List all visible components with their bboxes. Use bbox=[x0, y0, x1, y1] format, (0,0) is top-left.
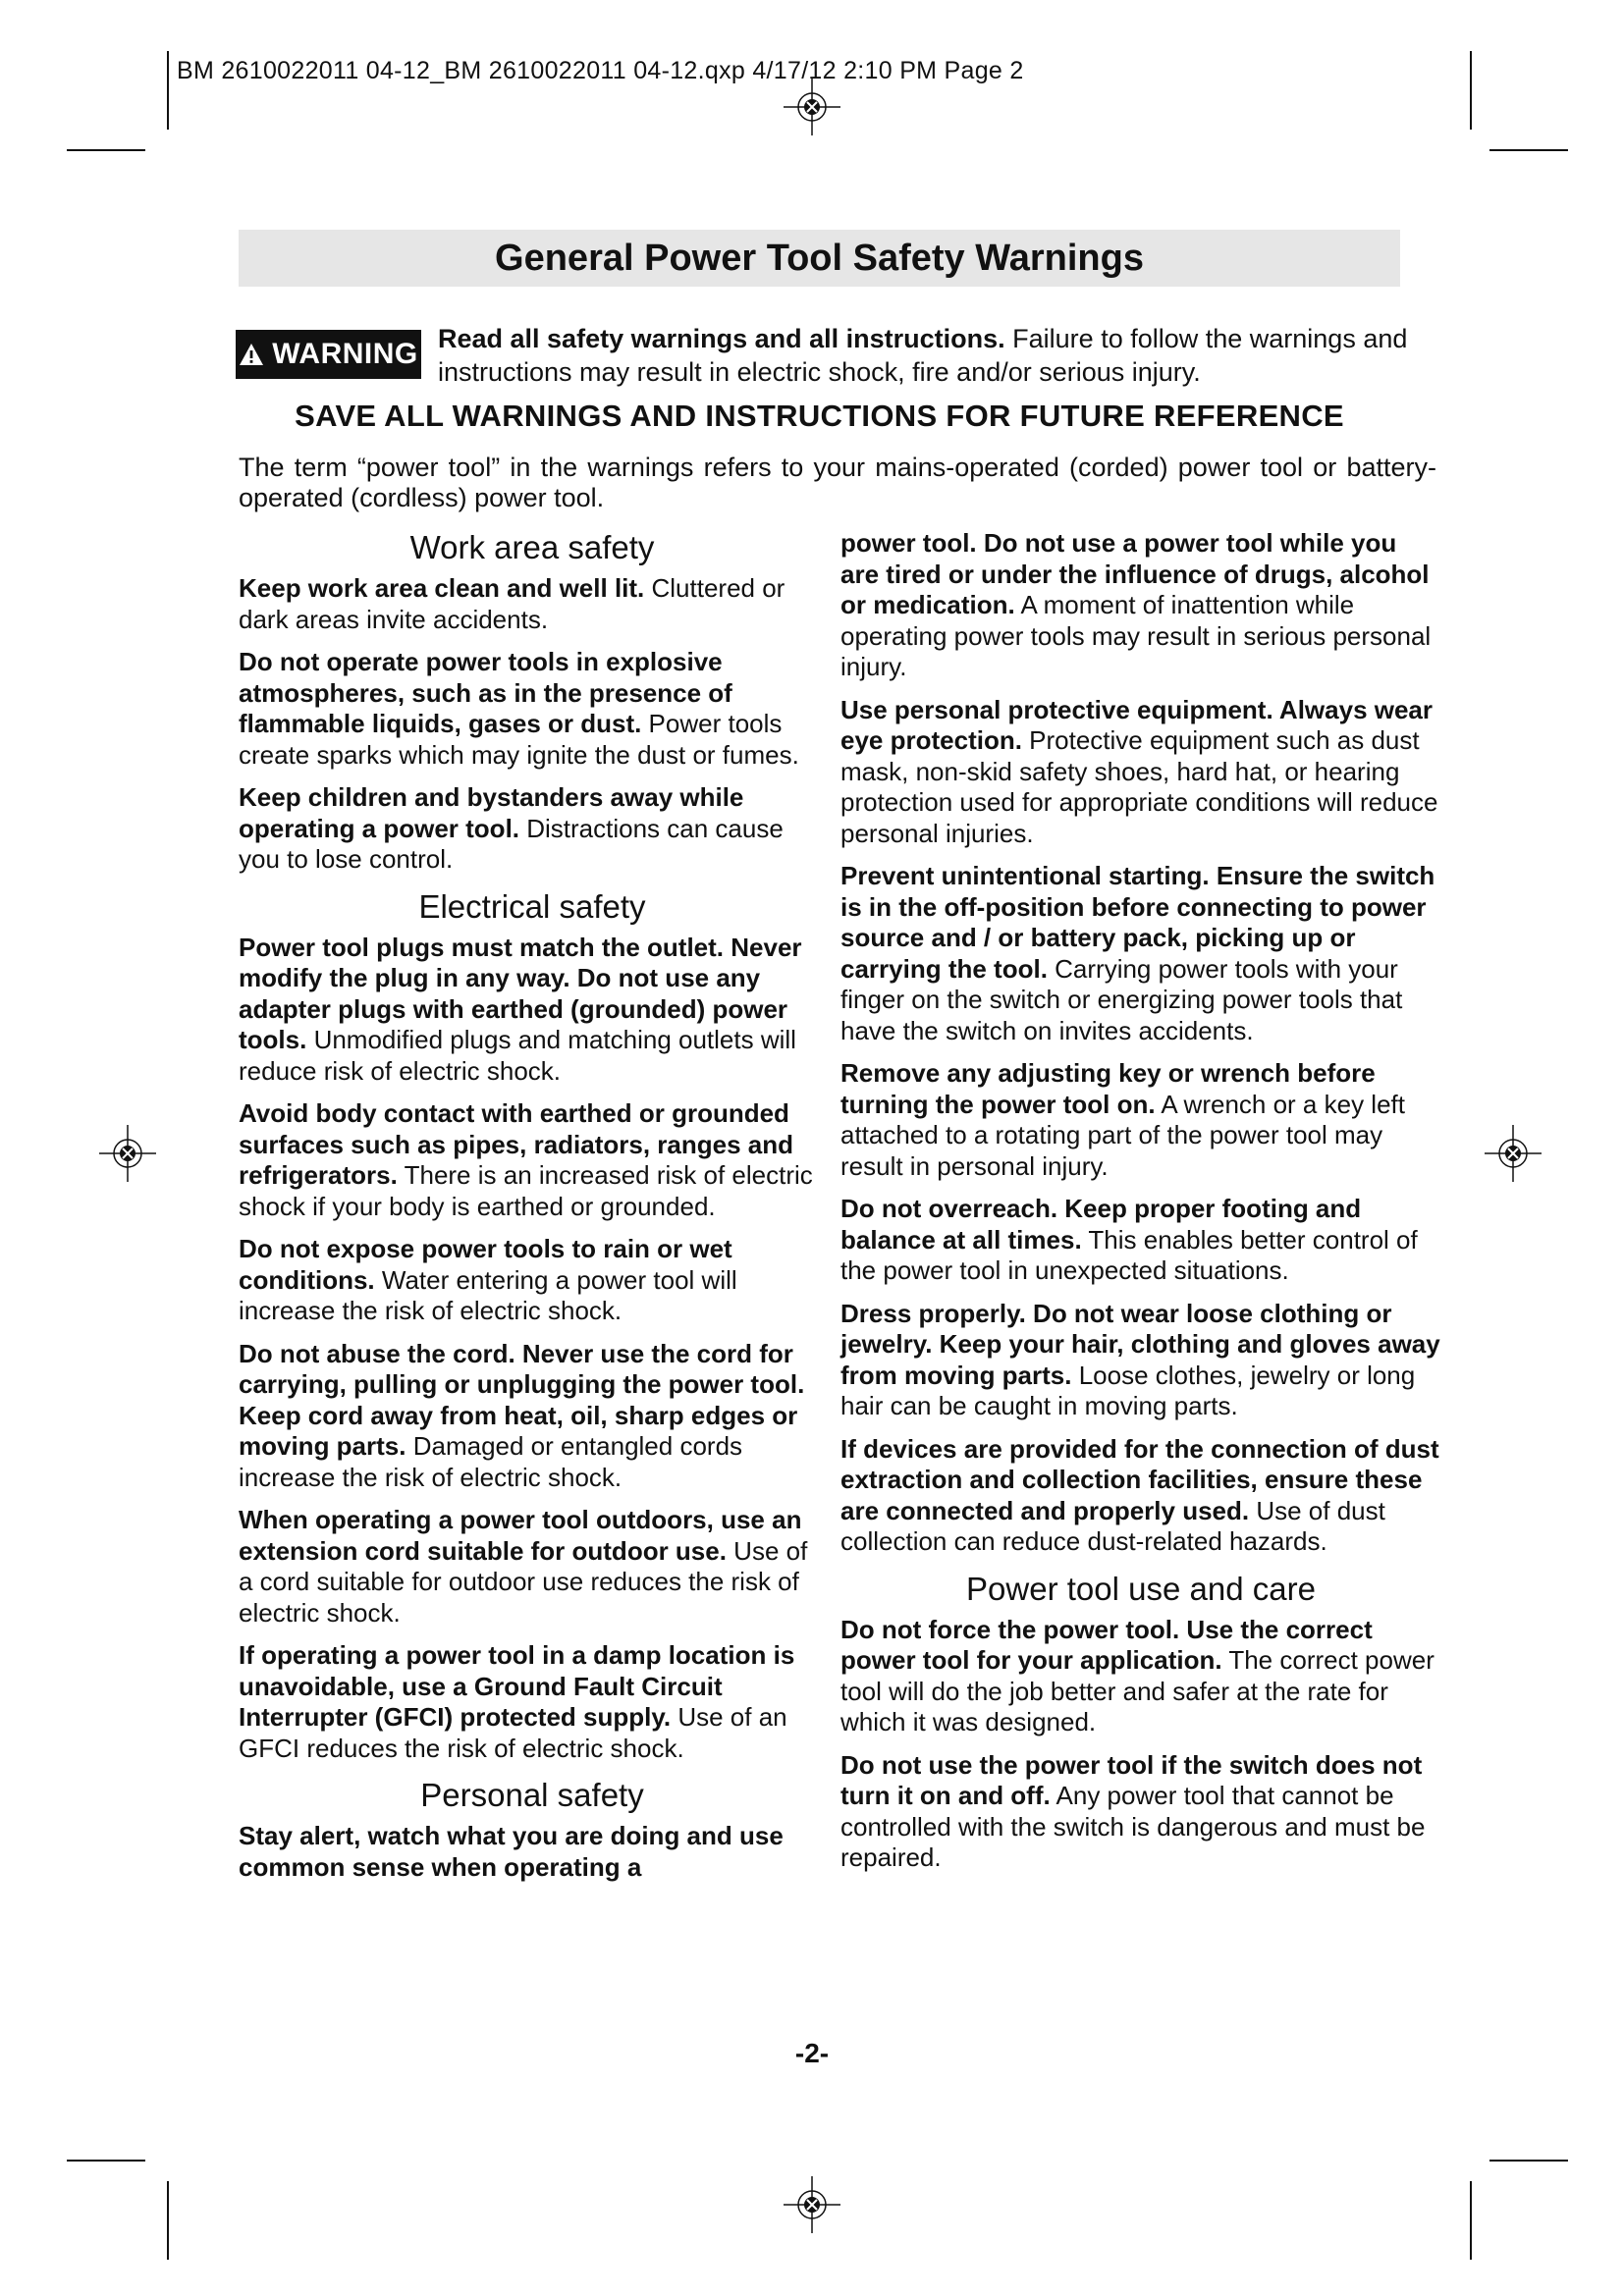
safety-item bbox=[239, 573, 826, 635]
registration-target-icon bbox=[784, 79, 840, 135]
safety-item bbox=[840, 1434, 1441, 1558]
safety-item-bold: Remove any adjusting key or wrench before turning the power tool on. bbox=[840, 1058, 1376, 1119]
safety-item-text: Distractions can cause you to lose control. bbox=[239, 813, 784, 874]
registration-target-icon bbox=[99, 1125, 156, 1182]
safety-item-text: Protective equipment such as dust mask, non-skid safety shoes, hard hat, or hearing protection used for appropriate conditions will reduce personal injuries. bbox=[840, 725, 1438, 848]
safety-item bbox=[840, 1615, 1441, 1738]
safety-item bbox=[840, 861, 1441, 1046]
crop-mark-top-left-vertical bbox=[167, 51, 169, 130]
left-column bbox=[239, 528, 826, 1895]
section-heading-use-and-care: Power tool use and care bbox=[966, 1570, 1316, 1607]
safety-item-bold: Stay alert, watch what you are doing and use common sense when operating a bbox=[239, 1821, 784, 1882]
safety-item-text: Loose clothes, jewelry or long hair can be caught in moving parts. bbox=[840, 1360, 1416, 1420]
safety-item bbox=[239, 1821, 826, 1883]
safety-item-text: A wrench or a key left attached to a rotating part of the power tool may result in personal injury. bbox=[840, 1089, 1405, 1181]
safety-item bbox=[239, 1339, 826, 1494]
right-column bbox=[840, 528, 1441, 1886]
safety-item-bold: Power tool plugs must match the outlet. Never modify the plug in any way. Do not use any adapter plugs with earthed (grounded) power tools. bbox=[239, 932, 802, 1054]
crop-mark-bottom-right-horizontal bbox=[1489, 2160, 1568, 2162]
safety-item bbox=[239, 933, 826, 1088]
safety-item-text: The correct power tool will do the job better and safer at the rate for which it was designed. bbox=[840, 1645, 1435, 1736]
safety-item-text: Power tools create sparks which may ignite the dust or fumes. bbox=[239, 709, 799, 770]
safety-item-text: Any power tool that cannot be controlled with the switch is dangerous and must be repaired. bbox=[840, 1781, 1426, 1872]
section-heading-work-area: Work area safety bbox=[409, 529, 655, 565]
safety-item-bold: Do not force the power tool. Use the correct power tool for your application. bbox=[840, 1614, 1373, 1675]
page-number: -2- bbox=[794, 2038, 830, 2068]
safety-item bbox=[239, 1098, 826, 1222]
safety-item bbox=[840, 1299, 1441, 1422]
page-title: General Power Tool Safety Warnings bbox=[495, 237, 1144, 279]
safety-item-text: Cluttered or dark areas invite accidents. bbox=[239, 573, 785, 634]
safety-item bbox=[840, 1750, 1441, 1874]
safety-item-bold: Do not expose power tools to rain or wet conditions. bbox=[239, 1234, 732, 1295]
warning-triangle-icon bbox=[239, 343, 264, 366]
warning-badge-label: WARNING bbox=[272, 338, 418, 370]
warning-statement bbox=[438, 322, 1410, 389]
safety-item-text: Use of a cord suitable for outdoor use reduces the risk of electric shock. bbox=[239, 1535, 808, 1628]
safety-item bbox=[840, 528, 1441, 683]
warning-badge bbox=[236, 330, 421, 379]
printer-slug-line: BM 2610022011 04-12_BM 2610022011 04-12.qxp 4/17/12 2:10 PM Page 2 bbox=[177, 57, 1024, 84]
safety-item-bold: When operating a power tool outdoors, use an extension cord suitable for outdoor use. bbox=[239, 1505, 802, 1566]
section-heading-electrical: Electrical safety bbox=[418, 887, 646, 925]
safety-item-bold: Dress properly. Do not wear loose clothing or jewelry. Keep your hair, clothing and gloves away from moving parts. bbox=[840, 1298, 1440, 1390]
safety-item-bold: Do not use the power tool if the switch does not turn it on and off. bbox=[840, 1749, 1423, 1810]
safety-item-text: There is an increased risk of electric shock if your body is earthed or grounded. bbox=[239, 1160, 813, 1221]
safety-item-text: A moment of inattention while operating power tools may result in serious personal injury. bbox=[840, 590, 1432, 681]
safety-item-bold: Do not overreach. Keep proper footing and balance at all times. bbox=[840, 1194, 1362, 1255]
safety-item bbox=[840, 1194, 1441, 1287]
safety-item-bold: Prevent unintentional starting. Ensure the switch is in the off-position before connecting to power source and / or battery pack, picking up or carrying the tool. bbox=[840, 861, 1435, 984]
crop-mark-bottom-left-vertical bbox=[167, 2181, 169, 2260]
safety-item bbox=[840, 695, 1441, 850]
safety-item-bold: Keep work area clean and well lit. bbox=[239, 573, 645, 603]
crop-mark-top-right-vertical bbox=[1470, 51, 1472, 130]
safety-item-bold: Keep children and bystanders away while operating a power tool. bbox=[239, 782, 744, 843]
safety-item bbox=[239, 1234, 826, 1327]
safety-item bbox=[239, 1640, 826, 1764]
safety-item-bold: Avoid body contact with earthed or grounded surfaces such as pipes, radiators, ranges and refrigerators. bbox=[239, 1098, 794, 1190]
crop-mark-bottom-left-horizontal bbox=[67, 2160, 145, 2162]
safety-item-bold: Do not operate power tools in explosive atmospheres, such as in the presence of flammable liquids, gases or dust. bbox=[239, 647, 732, 738]
crop-mark-top-right-horizontal bbox=[1489, 149, 1568, 151]
safety-item-bold: Use personal protective equipment. Always wear eye protection. bbox=[840, 694, 1434, 755]
warning-lead: Read all safety warnings and all instructions. bbox=[438, 324, 1005, 353]
safety-item-text: Water entering a power tool will increase the risk of electric shock. bbox=[239, 1264, 737, 1325]
safety-item bbox=[239, 647, 826, 771]
safety-item-text: Use of an GFCI reduces the risk of electric shock. bbox=[239, 1702, 787, 1763]
registration-target-icon bbox=[784, 2176, 840, 2233]
safety-item-text: This enables better control of the power tool in unexpected situations. bbox=[840, 1224, 1418, 1285]
safety-item-bold: power tool. Do not use a power tool while you are tired or under the influence of drugs, alcohol or medication. bbox=[840, 528, 1430, 619]
crop-mark-top-left-horizontal bbox=[67, 149, 145, 151]
section-heading-personal: Personal safety bbox=[420, 1777, 644, 1813]
safety-item bbox=[239, 1505, 826, 1629]
safety-item-text: Carrying power tools with your finger on the switch or energizing power tools that have the switch on invites accidents. bbox=[840, 953, 1403, 1045]
crop-mark-bottom-right-vertical bbox=[1470, 2181, 1472, 2260]
intro-paragraph: The term “power tool” in the warnings refers to your mains-operated (corded) power tool or battery-operated (cordless) power tool. bbox=[239, 453, 1436, 512]
safety-item-bold: Do not abuse the cord. Never use the cord for carrying, pulling or unplugging the power tool. Keep cord away from heat, oil, sharp edges or moving parts. bbox=[239, 1338, 805, 1461]
save-all-heading: SAVE ALL WARNINGS AND INSTRUCTIONS FOR FUTURE REFERENCE bbox=[295, 399, 1344, 433]
safety-item bbox=[840, 1058, 1441, 1182]
safety-item bbox=[239, 782, 826, 876]
warning-text: Failure to follow the warnings and instructions may result in electric shock, fire and/or serious injury. bbox=[438, 324, 1408, 387]
safety-item-text: Unmodified plugs and matching outlets will reduce risk of electric shock. bbox=[239, 1025, 796, 1086]
safety-item-bold: If devices are provided for the connection of dust extraction and collection facilities, ensure these are connected and properly used. bbox=[840, 1433, 1439, 1525]
safety-item-bold: If operating a power tool in a damp location is unavoidable, use a Ground Fault Circuit Interrupter (GFCI) protected supply. bbox=[239, 1640, 795, 1732]
safety-item-text: Damaged or entangled cords increase the risk of electric shock. bbox=[239, 1431, 743, 1492]
registration-target-icon bbox=[1485, 1125, 1542, 1182]
safety-item-text: Use of dust collection can reduce dust-related hazards. bbox=[840, 1495, 1385, 1556]
title-band bbox=[239, 230, 1400, 287]
